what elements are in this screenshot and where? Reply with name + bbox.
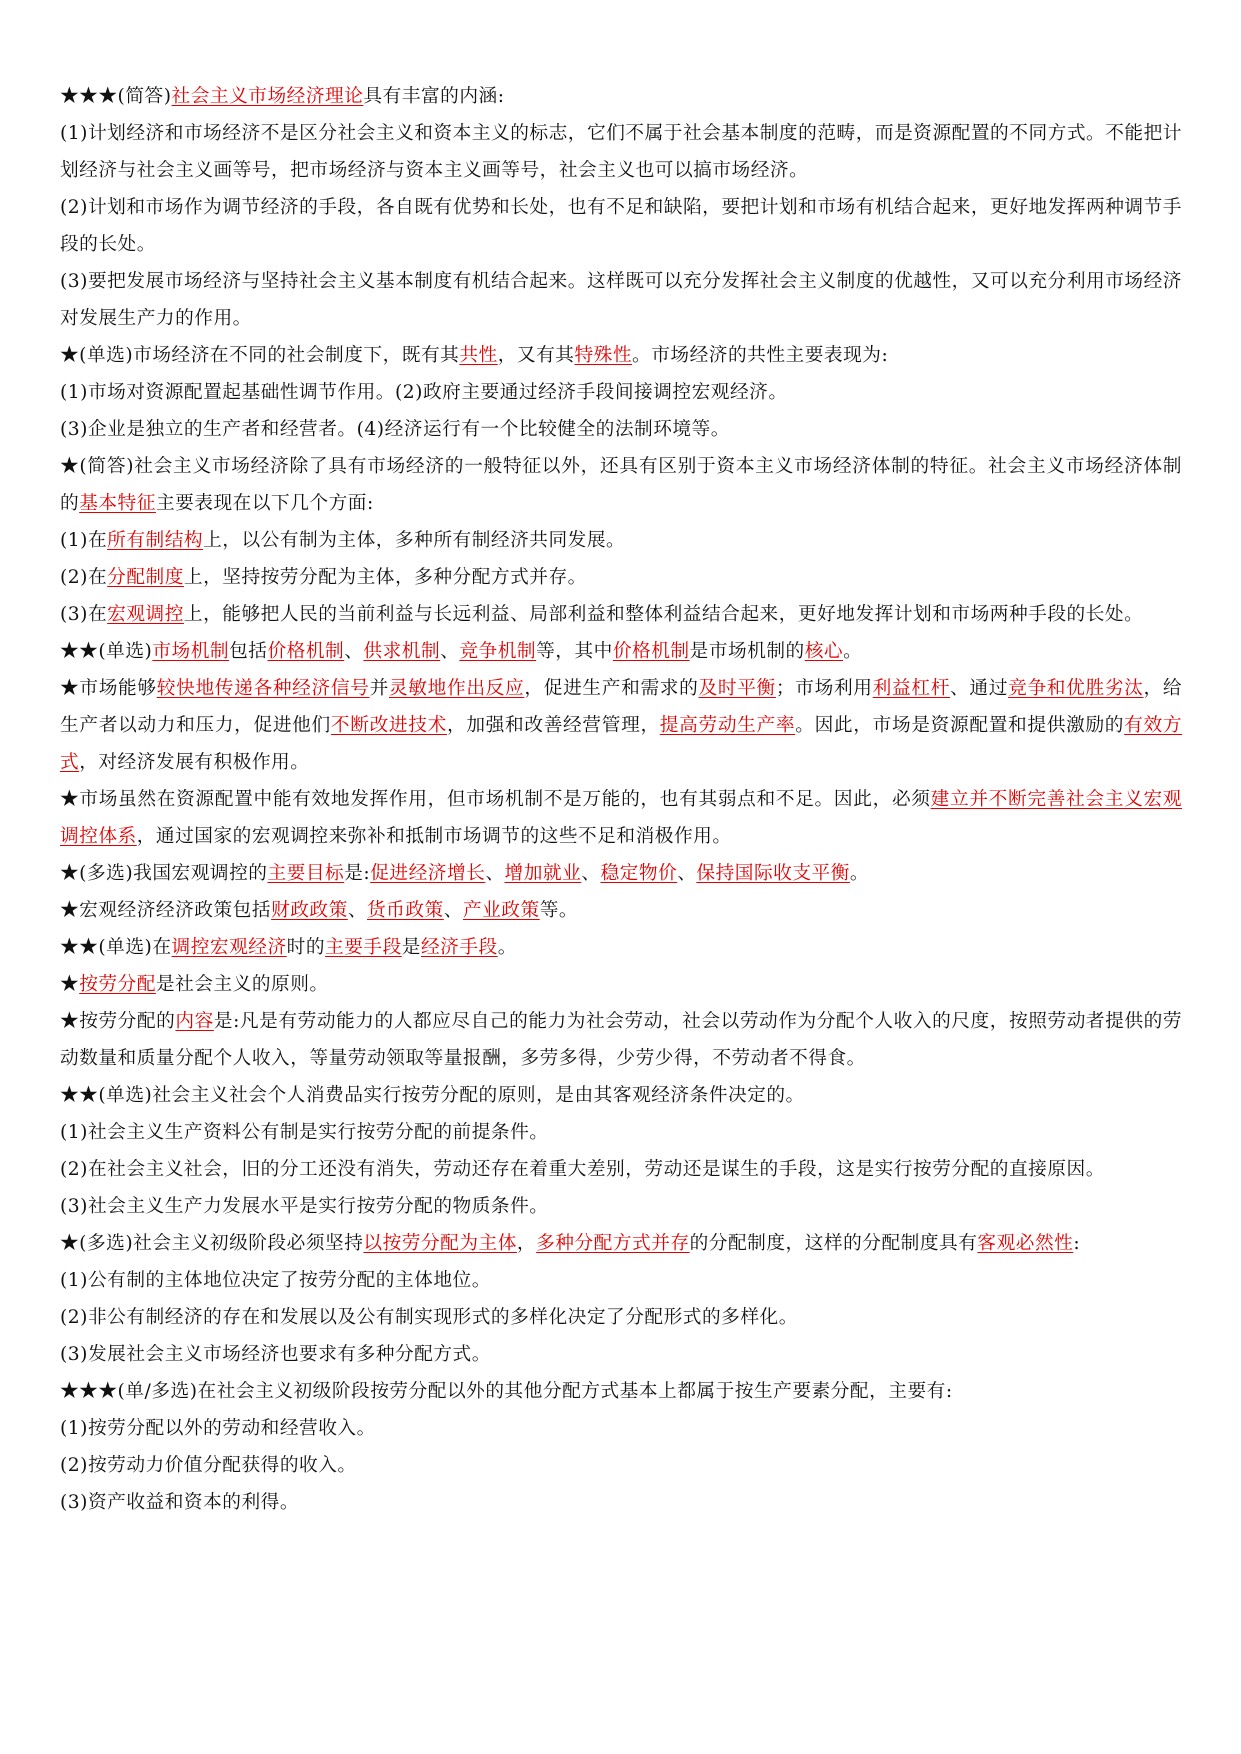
- highlighted-term: 内容: [175, 1011, 214, 1032]
- paragraph: [60, 189, 1182, 263]
- text-run: ★按劳分配的: [60, 1011, 176, 1032]
- highlighted-term: 促进经济增长: [370, 863, 486, 884]
- highlighted-term: 及时平衡: [698, 678, 776, 699]
- highlighted-term: 特殊性: [574, 345, 633, 366]
- highlighted-term: 提高劳动生产率: [659, 715, 796, 736]
- text-run: ，给生产者以动力和压力，促进他们: [60, 678, 1183, 736]
- paragraph: [60, 411, 1182, 448]
- text-run: ，: [516, 1233, 537, 1254]
- paragraph: [60, 966, 1182, 1003]
- text-run: ★(多选)社会主义初级阶段必须坚持: [60, 1233, 364, 1254]
- paragraph: [60, 374, 1182, 411]
- text-run: 主要表现在以下几个方面:: [155, 493, 374, 514]
- paragraph: [60, 596, 1182, 633]
- highlighted-term: 分配制度: [107, 567, 184, 588]
- text-run: (1)按劳分配以外的劳动和经营收入。: [60, 1418, 376, 1439]
- highlighted-term: 按劳分配: [79, 974, 156, 995]
- highlighted-term: 利益杠杆: [872, 678, 951, 699]
- highlighted-term: 调控宏观经济: [171, 937, 287, 958]
- text-run: 具有丰富的内涵:: [363, 86, 505, 107]
- text-run: 、: [443, 900, 463, 921]
- highlighted-term: 财政政策: [271, 900, 348, 921]
- text-run: ★★(单选)在: [60, 937, 172, 958]
- highlighted-term: 主要目标: [267, 863, 345, 884]
- text-run: ，促进生产和需求的: [524, 678, 699, 699]
- text-run: 、通过: [950, 678, 1009, 699]
- paragraph: [60, 1077, 1182, 1114]
- text-run: 。: [497, 937, 517, 958]
- highlighted-term: 不断改进技术: [330, 715, 447, 736]
- highlighted-term: 较快地传递各种经济信号: [156, 678, 370, 699]
- highlighted-term: 共性: [459, 345, 498, 366]
- paragraph: [60, 1447, 1182, 1484]
- highlighted-term: 经济手段: [420, 937, 498, 958]
- text-run: (3)社会主义生产力发展水平是实行按劳分配的物质条件。: [60, 1196, 549, 1217]
- text-run: 上，以公有制为主体，多种所有制经济共同发展。: [203, 530, 626, 551]
- text-run: (1)公有制的主体地位决定了按劳分配的主体地位。: [60, 1270, 491, 1291]
- text-run: (3)企业是独立的生产者和经营者。(4)经济运行有一个比较健全的法制环境等。: [60, 419, 730, 440]
- text-run: 是:: [344, 863, 371, 884]
- highlighted-term: 产业政策: [462, 900, 540, 921]
- text-run: ，通过国家的宏观调控来弥补和抵制市场调节的这些不足和消极作用。: [136, 826, 732, 847]
- paragraph: [60, 892, 1182, 929]
- paragraph: [60, 1188, 1182, 1225]
- paragraph: [60, 670, 1182, 781]
- highlighted-term: 基本特征: [79, 493, 156, 514]
- text-run: ★★★(单/多选)在社会主义初级阶段按劳分配以外的其他分配方式基本上都属于按生产要素分配，主要有:: [60, 1381, 953, 1402]
- highlighted-term: 灵敏地作出反应: [388, 678, 525, 699]
- text-run: ★(多选)我国宏观调控的: [60, 863, 268, 884]
- paragraph: [60, 448, 1182, 522]
- text-run: 、: [677, 863, 697, 884]
- text-run: 等，其中: [536, 641, 613, 662]
- highlighted-term: 稳定物价: [600, 863, 678, 884]
- document-page: [60, 78, 1182, 1521]
- paragraph: [60, 781, 1182, 855]
- paragraph: [60, 1373, 1182, 1410]
- paragraph: [60, 1410, 1182, 1447]
- highlighted-term: 主要手段: [325, 937, 402, 958]
- text-run: 。因此，市场是资源配置和提供激励的: [795, 715, 1125, 736]
- highlighted-term: 建立并不断完善社会主义宏观调控体系: [60, 789, 1182, 847]
- paragraph: [60, 1484, 1182, 1521]
- text-run: (1)社会主义生产资料公有制是实行按劳分配的前提条件。: [60, 1122, 549, 1143]
- text-run: (1)计划经济和市场经济不是区分社会主义和资本主义的标志，它们不属于社会基本制度的范畴，而是资源配置的不同方式。不能把计划经济与社会主义画等号，把市场经济与资本主义画等号，社会主义也可以搞市场经济。: [60, 123, 1182, 181]
- text-run: ，加强和改善经营管理，: [446, 715, 660, 736]
- text-run: 是:凡是有劳动能力的人都应尽自己的能力为社会劳动，社会以劳动作为分配个人收入的尺度，按照劳动者提供的劳动数量和质量分配个人收入，等量劳动领取等量报酬，多劳多得，少劳少得，不劳动者不得食。: [60, 1011, 1183, 1069]
- text-run: ★: [60, 974, 80, 995]
- text-run: 是社会主义的原则。: [155, 974, 329, 995]
- text-run: 的分配制度，这样的分配制度具有: [689, 1233, 978, 1254]
- highlighted-term: 市场机制: [152, 641, 230, 662]
- highlighted-term: 以按劳分配为主体: [363, 1233, 517, 1254]
- highlighted-term: 核心: [804, 641, 844, 662]
- highlighted-term: 货币政策: [367, 900, 444, 921]
- highlighted-term: 价格机制: [267, 641, 345, 662]
- text-run: ★★(单选)社会主义社会个人消费品实行按劳分配的原则，是由其客观经济条件决定的。: [60, 1085, 805, 1106]
- text-run: 、: [440, 641, 460, 662]
- text-run: 、: [581, 863, 601, 884]
- paragraph: [60, 1262, 1182, 1299]
- text-run: 是: [401, 937, 421, 958]
- text-run: ★★(单选): [60, 641, 153, 662]
- paragraph: [60, 78, 1182, 115]
- paragraph: [60, 263, 1182, 337]
- text-run: ★(简答)社会主义市场经济除了具有市场经济的一般特征以外，还具有区别于资本主义市场经济体制的特征。社会主义市场经济体制的: [60, 456, 1182, 514]
- paragraph: [60, 1299, 1182, 1336]
- text-run: ，又有其: [497, 345, 575, 366]
- highlighted-term: 社会主义市场经济理论: [171, 86, 364, 107]
- paragraph: [60, 1336, 1182, 1373]
- highlighted-term: 宏观调控: [107, 604, 184, 625]
- highlighted-term: 有效方式: [60, 715, 1183, 773]
- text-run: (3)资产收益和资本的利得。: [60, 1492, 300, 1513]
- highlighted-term: 竞争机制: [459, 641, 537, 662]
- text-run: (1)市场对资源配置起基础性调节作用。(2)政府主要通过经济手段间接调控宏观经济。: [60, 382, 788, 403]
- paragraph: [60, 929, 1182, 966]
- paragraph: [60, 1003, 1182, 1077]
- paragraph: [60, 1114, 1182, 1151]
- text-run: ★宏观经济经济政策包括: [60, 900, 272, 921]
- text-run: ★市场虽然在资源配置中能有效地发挥作用，但市场机制不是万能的，也有其弱点和不足。因此，必须: [60, 789, 931, 810]
- paragraph: [60, 115, 1182, 189]
- text-run: (2)计划和市场作为调节经济的手段，各自既有优势和长处，也有不足和缺陷，要把计划和市场有机结合起来，更好地发挥两种调节手段的长处。: [60, 197, 1182, 255]
- paragraph: [60, 855, 1182, 892]
- paragraph: [60, 522, 1182, 559]
- text-run: 包括: [229, 641, 268, 662]
- text-run: 上，坚持按劳分配为主体，多种分配方式并存。: [183, 567, 587, 588]
- text-run: 时的: [286, 937, 326, 958]
- text-run: ★市场能够: [60, 678, 157, 699]
- text-run: ★★★(简答): [60, 86, 172, 107]
- paragraph: [60, 1225, 1182, 1262]
- highlighted-term: 供求机制: [363, 641, 441, 662]
- text-run: 是市场机制的: [689, 641, 805, 662]
- text-run: (1)在: [60, 530, 108, 551]
- text-run: 、: [347, 900, 367, 921]
- paragraph: [60, 337, 1182, 374]
- highlighted-term: 增加就业: [504, 863, 582, 884]
- text-run: ★(单选)市场经济在不同的社会制度下，既有其: [60, 345, 460, 366]
- paragraph: [60, 633, 1182, 670]
- text-run: 上，能够把人民的当前利益与长远利益、局部利益和整体利益结合起来，更好地发挥计划和市场两种手段的长处。: [183, 604, 1144, 625]
- text-run: ，对经济发展有积极作用。: [79, 752, 310, 773]
- text-run: (3)发展社会主义市场经济也要求有多种分配方式。: [60, 1344, 491, 1365]
- text-run: 等。: [539, 900, 579, 921]
- text-run: (2)在: [60, 567, 108, 588]
- highlighted-term: 多种分配方式并存: [536, 1233, 690, 1254]
- text-run: (3)在: [60, 604, 108, 625]
- paragraph: [60, 1151, 1182, 1188]
- text-run: 。市场经济的共性主要表现为:: [632, 345, 889, 366]
- text-run: 、: [344, 641, 364, 662]
- highlighted-term: 所有制结构: [107, 530, 204, 551]
- text-run: :: [1073, 1233, 1081, 1254]
- highlighted-term: 客观必然性: [977, 1233, 1074, 1254]
- text-run: 、: [485, 863, 505, 884]
- text-run: (2)非公有制经济的存在和发展以及公有制实现形式的多样化决定了分配形式的多样化。: [60, 1307, 798, 1328]
- highlighted-term: 保持国际收支平衡: [696, 863, 850, 884]
- text-run: 。: [843, 641, 863, 662]
- highlighted-term: 价格机制: [612, 641, 690, 662]
- text-run: (3)要把发展市场经济与坚持社会主义基本制度有机结合起来。这样既可以充分发挥社会主义制度的优越性，又可以充分利用市场经济对发展生产力的作用。: [60, 271, 1182, 329]
- highlighted-term: 竞争和优胜劣汰: [1008, 678, 1144, 699]
- text-run: (2)按劳动力价值分配获得的收入。: [60, 1455, 357, 1476]
- text-run: 并: [369, 678, 389, 699]
- text-run: ；市场利用: [775, 678, 873, 699]
- text-run: (2)在社会主义社会，旧的分工还没有消失，劳动还存在着重大差别，劳动还是谋生的手段，这是实行按劳分配的直接原因。: [60, 1159, 1105, 1180]
- text-run: 。: [849, 863, 870, 884]
- paragraph: [60, 559, 1182, 596]
